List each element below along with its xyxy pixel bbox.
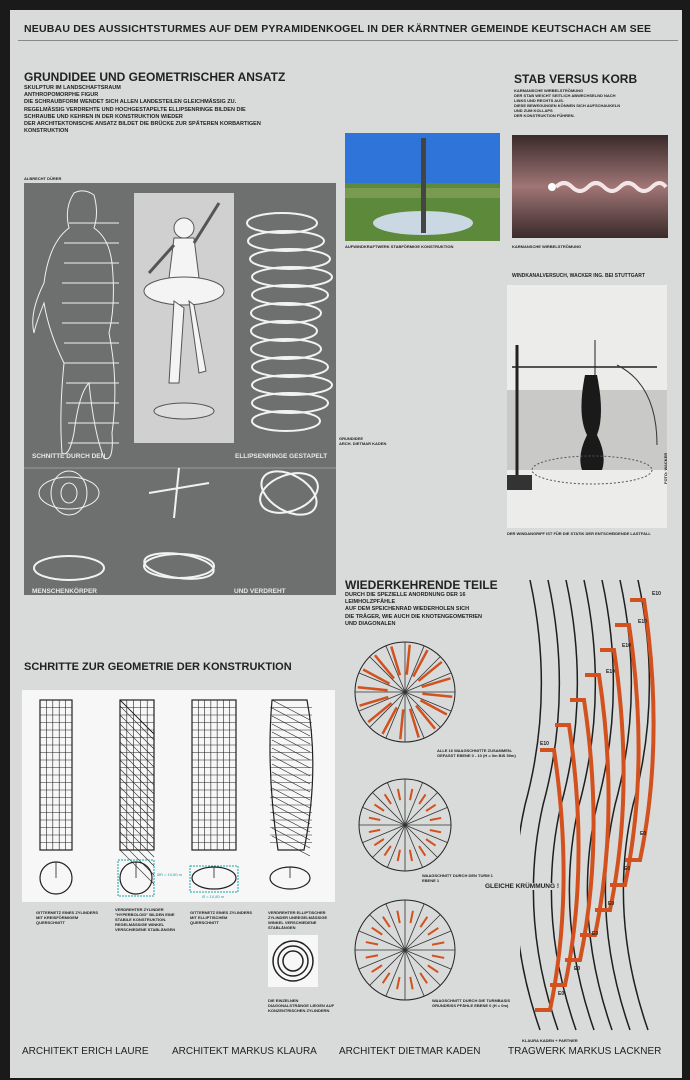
level-label: E10 [638,619,647,625]
geometry-steps-panel [22,690,335,902]
caption-menschenkoerper: MENSCHENKÖRPER [32,588,98,595]
wheel-beam [358,687,388,690]
wheel-beam [385,794,391,804]
diagonal-line [120,733,154,767]
wheel-beam [372,928,382,935]
geo-caption-4: VERDREHTER ELLIPTISCHER ZYLINDER UNREGELMÄSSIGE WINKEL VERSCHIEDENE STABLÄNGEN [268,910,328,930]
figure-drawings [24,183,336,595]
level-label: E0 [574,966,581,972]
geo-bottom-caption: DIE EINZELNEN DIAGONALSTRÄNGE LIEGEN AUF KONZENTRISCHEN ZYLINDERN [268,998,335,1013]
wheel-beam [400,709,403,739]
wheel-beam [426,839,436,845]
text-line: GRUNDIDEE [339,436,364,441]
text-line: REGELMÄSSIG VERDREHTE UND HOCHGESTAPELTE ELLIPSENRINGE BILDEN DIE [24,106,246,113]
caption-ellipsenringe: ELLIPSENRINGE GESTAPELT [235,453,328,460]
wheel-beam [428,965,438,972]
tragwerk-diagram [520,575,670,1035]
level-label: E10 [606,669,615,675]
wheel-beam [372,965,382,972]
tragwerk-curve [551,580,577,1030]
wheel-beam [397,977,399,989]
wheel-beam [398,850,400,861]
wheel-beam [398,789,400,800]
diagonal-line [120,715,154,749]
diagonal-line [272,716,310,736]
diagonal-line [120,814,154,848]
text-line: DIE SCHRAUBFORM WENDET SICH ALLEN LANDESTEILEN GLEICHMÄSSIG ZU. [24,99,237,106]
diagonal-line [272,724,310,744]
text-line: UND DIAGONALEN [345,620,396,627]
diagonal-line [272,748,310,768]
wheel-beam [420,917,427,927]
text-line: SCHRAUBE UND KEHREN IN DER KONSTRUKTION WIEDER [24,113,183,120]
diagonal-line [272,796,310,816]
wheel-beam [360,697,389,706]
wheel-beam [369,818,380,820]
wheel-beam [374,839,384,845]
diagonal-line [272,812,310,832]
wheel-beam [428,928,438,935]
section-title-schritte: SCHRITTE ZUR GEOMETRIE DER KONSTRUKTION [24,661,292,673]
level-label: E0 [640,831,647,837]
text-line: LINKS UND RECHTS AUS. [514,98,564,103]
wheel-beam [410,709,419,738]
section-title-wiederkehrende: WIEDERKEHRENDE TEILE [345,578,498,592]
wheel-caption-1: ALLE 16 WAAGSCHNITTE ZUSAMMEN-GEFASST EBENE 0 - 10 (H = 0m BIS 50m) [437,748,516,758]
diagonal-line [120,796,154,830]
diagonal-line [272,700,310,720]
caption-verdreht: UND VERDREHT [234,588,286,595]
photo-windkanal [507,285,667,528]
text-line: DER ARCHITEKTONISCHE ANSATZ BILDET DIE BRÜCKE ZUR SPÄTEREN KORBARTIGEN [24,121,261,128]
level-label: E10 [622,643,631,649]
tragwerk-curve [520,580,541,1030]
spoke-wheels [345,640,485,1040]
diagonal-line [120,805,154,839]
stab-text [514,88,664,118]
text-line: SKULPTUR IM LANDSCHAFTSRAUM [24,85,121,91]
diagonal-line [120,706,154,740]
section-title-stab: STAB VERSUS KORB [514,72,638,86]
wheel-beam [422,694,452,697]
wheel-beam [432,955,444,957]
wheel-beam [419,846,425,856]
header-divider [18,40,678,41]
poster-header: NEUBAU DES AUSSICHTSTURMES AUF DEM PYRAMIDENKOGEL IN DER KÄRNTNER GEMEINDE KEUTSCHACH AM SEE [24,23,652,35]
wheel-beam [410,977,412,989]
geometry-steps-drawing [22,690,335,902]
diagonal-line [120,751,154,785]
diagonal-line [272,764,310,784]
wiederkehrende-text [345,592,515,628]
dimension-label: ØR = 10,80 m [157,872,183,877]
caption-windangriff: DER WINDANGRIFF IST FÜR DIE STATIK DER ENTSCHEIDENDE LASTFALL [507,531,651,536]
gleiche-kruemmung: GLEICHE KRÜMMUNG ! [485,883,560,890]
text-line: AUF DEM SPEICHENRAD WIEDERHOLEN SICH [345,606,470,613]
wheel-beam [426,805,436,811]
wheel-caption-3: WAAGSCHNITT DURCH DIE TURMBASIS GRUNDRISS PFÄHLE EBENE 0 (H = 0m) [432,998,510,1008]
wind-title: WINDKANALVERSUCH, WACKER ING. BEI STUTTGART [512,273,645,279]
text-line: ANTHROPOMORPHE FIGUR [24,92,99,99]
footer-architect-2: ARCHITEKT MARKUS KLAURA [172,1046,317,1057]
text-line: DIESE BEWEGUNGEN KÖNNEN SICH AUFSCHAUKELN [514,103,621,108]
photo-credit [663,479,668,484]
geo-caption-1: GITTERNETZ EINES ZYLINDERS MIT KREISFÖRMIGEM QUERSCHNITT [36,910,99,925]
wheel-beam [369,830,380,832]
diagonal-line [120,832,154,866]
footer-architect-1: ARCHITEKT ERICH LAURE [22,1046,149,1057]
photo-karman [512,135,668,238]
caption-schnitte: SCHNITTE DURCH DEN [32,453,106,460]
text-line: DER KONSTRUKTION FÜHREN. [514,113,575,118]
wheel-beam [432,942,444,944]
wheel-beam [430,830,441,832]
wheel-beam [419,794,425,804]
figure-panel [24,183,336,595]
text-line: DURCH DIE SPEZIELLE ANORDNUNG DER 16 LEIMHOLZPFÄHLE [345,592,466,606]
diagonal-line [272,740,310,760]
text-line: UND ZUM KOLLAPS [514,108,553,113]
level-label: E0 [592,931,599,937]
level-label: E0 [558,991,565,997]
diagonal-line [272,708,310,728]
wheel-beam [410,850,412,861]
level-label: E0 [608,901,615,907]
section-title-grundidee: GRUNDIDEE UND GEOMETRISCHER ANSATZ [24,70,286,84]
caption-aufwind: AUFWINDKRAFTWERK STABFÖRMIGE KONSTRUKTION [345,244,454,249]
wheel-beam [410,911,412,923]
caption-grundidee [339,436,386,446]
level-label: E0 [624,866,631,872]
tragwerk-curve [533,580,559,1030]
diagonal-line [120,841,154,875]
text-line: DER STAB WEICHT SEITLICH ABWECHSELND NACH [514,93,616,98]
wheel-beam [397,911,399,923]
text-line: DIE TRÄGER, WIE AUCH DIE KNOTENGEOMETRIEN [345,613,482,620]
diagonal-line [272,732,310,752]
wheel-beam [391,647,400,676]
tragwerk-credit: KLAURA KADEN + PARTNER [522,1038,578,1043]
wheel-beam [366,942,378,944]
geo-caption-3: GITTERNETZ EINES ZYLINDERS MIT ELLIPTISCHEM QUERSCHNITT [190,910,253,925]
level-label: E10 [652,591,661,597]
diagonal-line [120,742,154,776]
credit-duerer: ALBRECHT DÜRER [24,176,62,181]
diagonal-line [120,769,154,803]
level-label: E10 [540,741,549,747]
wheel-beam [407,645,410,675]
caption-karman: KARMANSCHE WIRBELSTRÖMUNG [512,244,582,249]
diagonal-line [120,823,154,857]
geo-caption-2: VERDREHTER ZYLINDER "HYPERBOLOID" BILDEN EINE STABILE KONSTRUKTION. REGELMÄSSIGE WINKEL VERSCHIEDENE STABLÄNGEN [115,907,176,932]
footer-tragwerk: TRAGWERK MARKUS LACKNER [508,1046,662,1057]
text-line: KONSTRUKTION [24,128,69,135]
wheel-beam [383,917,390,927]
diagonal-line [120,787,154,821]
photo-aufwindkraftwerk [345,133,500,241]
wheel-beam [430,818,441,820]
wheel-beam [420,973,427,983]
concentric-circles-panel [268,935,318,987]
diagonal-line [272,804,310,824]
text-line: KARMANSCHE WIRBELSTRÖMUNG [514,88,584,93]
diagonal-line [120,760,154,794]
wheel-beam [366,955,378,957]
wheel-caption-2: WAAGSCHNITT DURCH DEN TURM 1 EBENE 1 [422,873,493,883]
grundidee-text [24,85,344,135]
diagonal-line [272,756,310,776]
diagonal-line [120,778,154,812]
wheel-beam [422,678,451,687]
wheel-beam [410,789,412,800]
diagonal-line [272,820,310,840]
wheel-beam [384,846,390,856]
dimension-label: Ø = 10,80 m [202,894,225,899]
wheel-beam [374,804,384,810]
footer-architect-3: ARCHITEKT DIETMAR KADEN [339,1046,481,1057]
text-line: ARCH. DIETMAR KADEN [339,441,387,446]
wheel-beam [383,973,390,983]
